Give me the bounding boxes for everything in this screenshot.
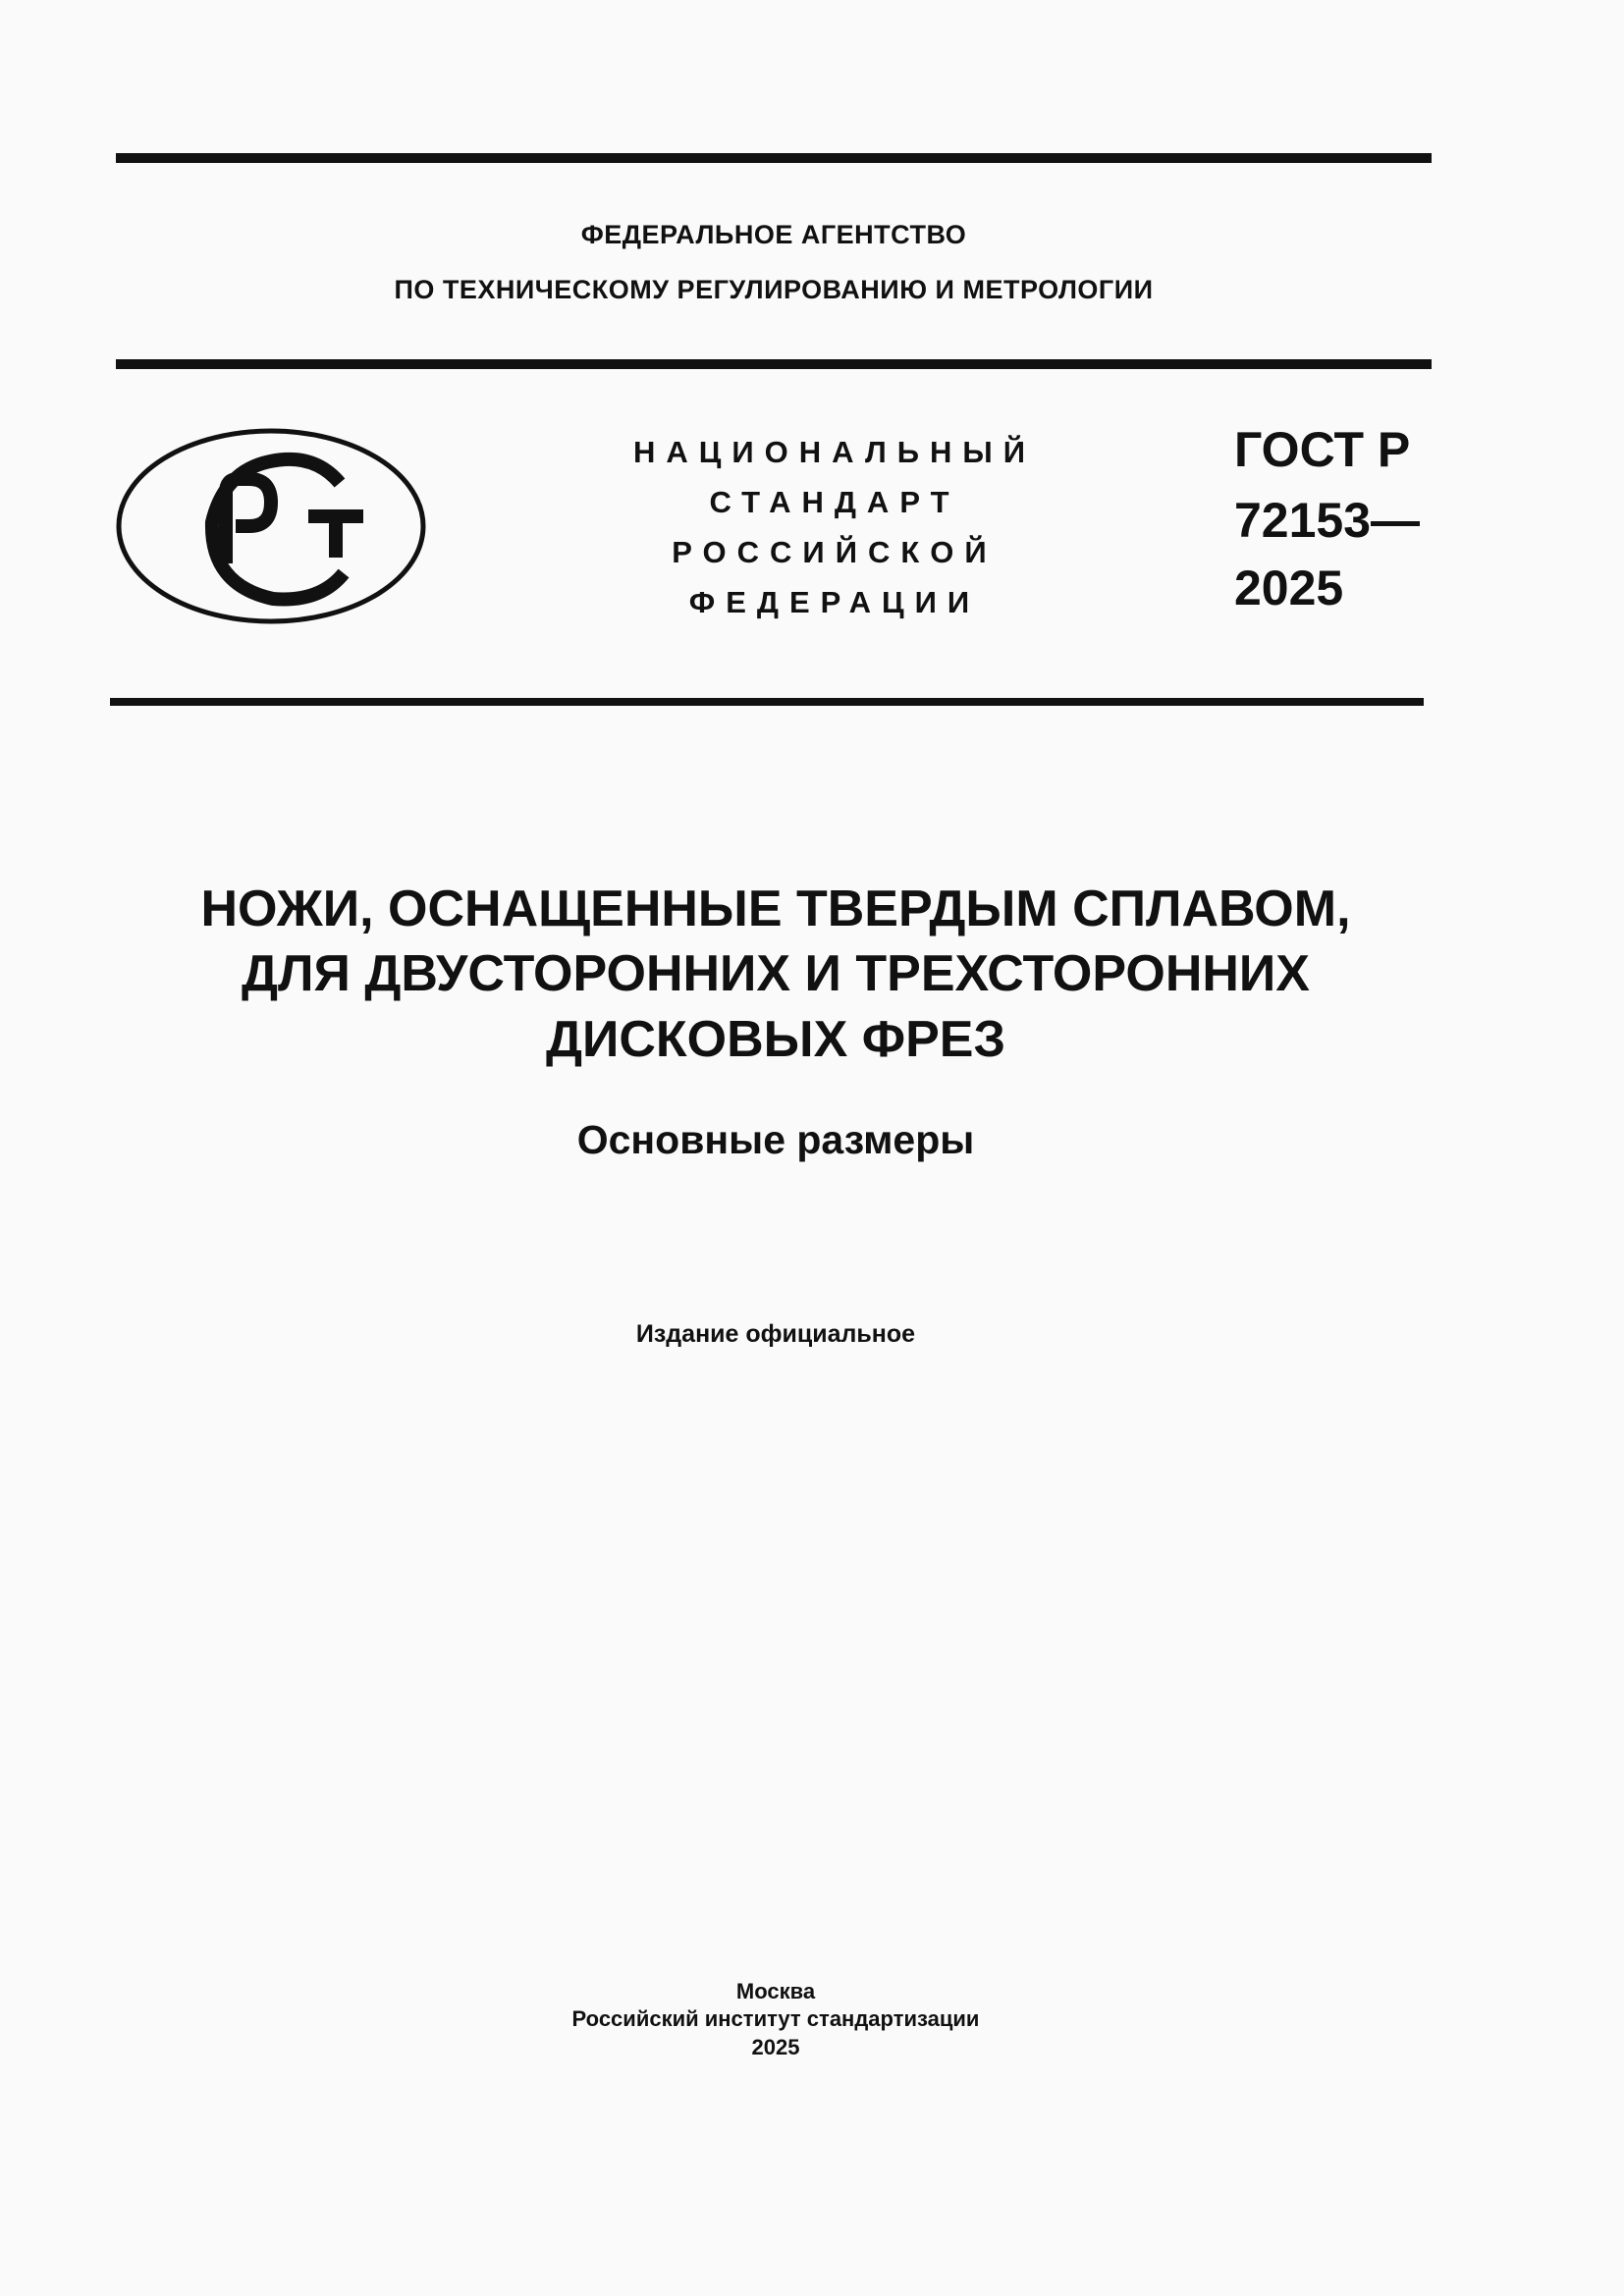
national-standard-line-3: РОССИЙСКОЙ	[672, 535, 998, 569]
agency-name-line-2: ПО ТЕХНИЧЕСКОМУ РЕГУЛИРОВАНИЮ И МЕТРОЛОГИИ	[394, 275, 1154, 304]
national-standard-line-2: СТАНДАРТ	[709, 485, 960, 519]
national-standard-line-1: НАЦИОНАЛЬНЫЙ	[632, 435, 1037, 469]
document-title-line-2: ДЛЯ ДВУСТОРОННИХ И ТРЕХСТОРОННИХ	[242, 945, 1310, 1002]
middle-rule	[116, 359, 1432, 369]
imprint-city: Москва	[735, 1979, 816, 2003]
imprint-year: 2025	[751, 2035, 800, 2059]
document-title-line-3: ДИСКОВЫХ ФРЕЗ	[545, 1011, 1006, 1068]
agency-name-line-1: ФЕДЕРАЛЬНОЕ АГЕНТСТВО	[580, 220, 967, 249]
edition-note: Издание официальное	[635, 1320, 916, 1348]
standard-designation-line-3: 2025	[1234, 561, 1344, 615]
document-title-line-1: НОЖИ, ОСНАЩЕННЫЕ ТВЕРДЫМ СПЛАВОМ,	[200, 881, 1351, 937]
bottom-rule	[110, 698, 1424, 706]
gost-r-logo-icon	[116, 428, 426, 624]
standard-designation-line-1: ГОСТ Р	[1234, 422, 1411, 477]
standard-designation-line-2: 72153—	[1234, 493, 1421, 548]
national-standard-line-4: ФЕДЕРАЦИИ	[688, 585, 981, 619]
top-rule	[116, 153, 1432, 163]
imprint-publisher: Российский институт стандартизации	[571, 2006, 980, 2031]
document-subtitle: Основные размеры	[576, 1117, 975, 1162]
